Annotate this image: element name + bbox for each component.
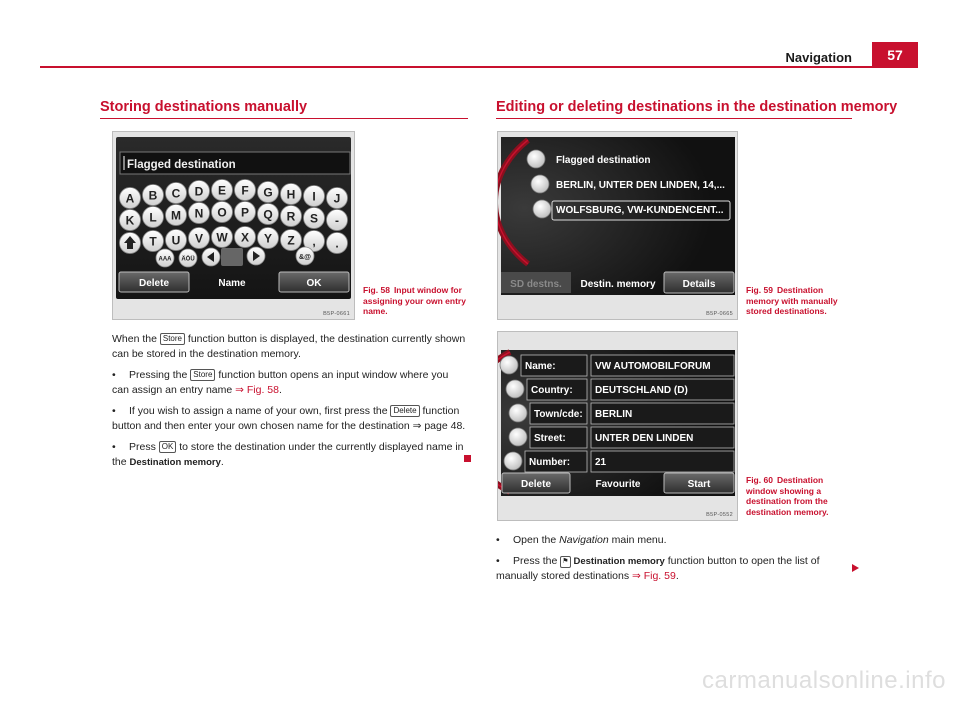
field-value: VW AUTOMOBILFORUM (595, 361, 711, 372)
right-body (496, 533, 858, 590)
list-item[interactable]: Flagged destination (556, 155, 651, 166)
figure-58-caption (363, 285, 468, 317)
bullet-delete-text-b: function button and then enter your own chosen name for the destination (112, 405, 460, 432)
key-label: , (312, 234, 316, 249)
figure-59-caption-text: Destination memory with manually stored destinations. (746, 285, 838, 316)
store-key: Store (160, 333, 185, 345)
key-label: G (263, 185, 273, 200)
field-label: Street: (534, 433, 566, 444)
list-item[interactable]: BERLIN, UNTER DEN LINDEN, 14,... (556, 180, 725, 191)
ok-button-label: OK (306, 278, 322, 289)
key-label: AAA (158, 256, 172, 263)
left-body (112, 332, 468, 476)
destination-memory-term-2: Destination memory (573, 556, 665, 567)
destination-window-screen (498, 332, 737, 520)
bullet-store: • Pressing the Store function button opens an input window where you can assign an entry name ⇒ Fig. 58. (112, 369, 449, 396)
intro-text-a: When the (112, 333, 157, 345)
destination-memory-screen (498, 132, 737, 319)
figure-60 (497, 331, 738, 521)
key-label: U (171, 233, 181, 248)
list-item-radio[interactable] (527, 150, 545, 168)
name-label: Name (218, 278, 246, 289)
favourite-button-label[interactable]: Favourite (595, 479, 641, 490)
figure-60-caption-label: Fig. 60 (746, 475, 773, 485)
bullet-press-memory-end: . (675, 570, 679, 582)
key-label: V (194, 231, 204, 246)
destination-memory-term: Destination memory (129, 457, 221, 468)
row-radio[interactable] (500, 356, 518, 374)
figure-60-caption-text: Destination window showing a destination from the destination memory. (746, 475, 829, 517)
key-label: E (217, 183, 227, 198)
bullet-open-nav-text-a: Open the (513, 534, 557, 546)
figure-59-code: B5P-0665 (706, 311, 733, 317)
key-label: H (286, 187, 296, 202)
input-window-screen (113, 132, 354, 319)
key-label: B (148, 188, 158, 203)
bullet-press-memory-text-b: function button to open the list of manually stored destinations (496, 555, 820, 582)
ok-key: OK (159, 441, 177, 453)
page-48-ref[interactable]: ⇒ page 48. (412, 420, 466, 432)
key-label: - (335, 213, 339, 228)
space-key[interactable] (221, 248, 243, 266)
entry-text: Flagged destination (127, 159, 236, 171)
figure-60-code: B5P-0552 (706, 512, 733, 518)
start-button-label: Start (687, 479, 711, 490)
left-section-title: Storing destinations manually (100, 99, 308, 115)
field-value-box[interactable] (591, 451, 734, 472)
figure-58-code: B5P-0661 (323, 311, 350, 317)
right-section-rule (496, 118, 852, 119)
intro-paragraph (112, 332, 468, 362)
continue-arrow-icon (852, 564, 859, 572)
header-rule (40, 66, 918, 68)
figure-60-caption (746, 475, 852, 517)
key-label: D (194, 184, 204, 199)
store-key-2: Store (190, 369, 215, 381)
list-item-radio[interactable] (531, 175, 549, 193)
field-label: Town/cde: (534, 409, 583, 420)
key-label: C (171, 186, 181, 201)
list-item-radio[interactable] (533, 200, 551, 218)
fig-59-ref[interactable]: ⇒ Fig. 59 (632, 570, 676, 582)
key-label: K (125, 213, 135, 228)
field-value: BERLIN (595, 409, 633, 420)
header-title: Navigation (785, 50, 852, 65)
key-label: X (240, 230, 250, 245)
key-label: W (216, 230, 228, 245)
field-value: DEUTSCHLAND (D) (595, 385, 688, 396)
row-radio[interactable] (504, 452, 522, 470)
figure-58-caption-label: Fig. 58 (363, 285, 390, 295)
sd-destns-tab-label: SD destns. (510, 279, 562, 290)
destin-memory-tab-label[interactable]: Destin. memory (580, 279, 656, 290)
bullet-ok-text-a: Press (129, 441, 156, 453)
bullet-delete-text-a: If you wish to assign a name of your own, first press the (129, 405, 388, 417)
key-label: Z (287, 233, 295, 248)
bullet-delete: • If you wish to assign a name of your own, first press the Delete function button and then enter your own chosen name for the destination ⇒ page 48. (112, 405, 466, 432)
figure-59-caption (746, 285, 852, 317)
list-item[interactable]: WOLFSBURG, VW-KUNDENCENT... (556, 205, 724, 216)
key-label: . (335, 236, 339, 251)
figure-59 (497, 131, 738, 320)
bullet-ok: • Press OK to store the destination under the currently displayed name in the Destination memory. (112, 441, 464, 468)
figure-59-caption-label: Fig. 59 (746, 285, 773, 295)
bullet-press-memory-text-a: Press the (513, 555, 558, 567)
bullet-store-text-b: function button opens an input window where you can assign an entry name (112, 369, 449, 396)
row-radio[interactable] (509, 428, 527, 446)
key-label: ÄÖÜ (181, 256, 195, 263)
field-value: 21 (595, 457, 607, 468)
key-label: I (312, 189, 316, 204)
figure-58-caption-text: Input window for assigning your own entry name. (363, 285, 466, 316)
details-button-label: Details (682, 279, 716, 290)
fig-58-ref[interactable]: ⇒ Fig. 58 (235, 384, 279, 396)
key-label: J (333, 191, 341, 206)
field-label: Number: (529, 457, 571, 468)
bullet-ok-text-b: to store the destination under the currently displayed name in the (112, 441, 464, 468)
key-label: O (217, 205, 227, 220)
key-label: A (125, 191, 135, 206)
field-label: Name: (525, 361, 556, 372)
bullet-open-nav: • Open the Navigation main menu. (496, 534, 667, 546)
key-label: F (241, 183, 249, 198)
right-section-title: Editing or deleting destinations in the destination memory (496, 99, 898, 115)
special-chars-icon: &@ (299, 254, 311, 261)
key-label: L (149, 210, 157, 225)
key-label: Y (263, 231, 273, 246)
delete-key: Delete (390, 405, 419, 417)
intro-text-b: function button is displayed, the destination currently shown can be stored in the destination memory. (112, 333, 466, 360)
field-value: UNTER DEN LINDEN (595, 433, 694, 444)
page-number: 57 (872, 42, 918, 68)
watermark: carmanualsonline.info (702, 667, 946, 694)
bullet-open-nav-text-b: main menu. (611, 534, 667, 546)
bullet-store-text-a: Pressing the (129, 369, 188, 381)
key-label: N (194, 206, 204, 221)
row-radio[interactable] (509, 404, 527, 422)
bullet-press-memory: • Press the ⚑ Destination memory function button to open the list of manually stored destinations ⇒ Fig. 59. (496, 555, 820, 582)
key-label: P (240, 205, 250, 220)
key-label: T (149, 234, 157, 249)
navigation-term: Navigation (559, 534, 609, 546)
row-radio[interactable] (506, 380, 524, 398)
field-label: Country: (531, 385, 573, 396)
flag-icon: ⚑ (560, 556, 570, 568)
key-label: R (286, 209, 296, 224)
section-end-marker (464, 455, 471, 462)
key-label: S (309, 211, 319, 226)
left-section-rule (100, 118, 468, 119)
key-label: Q (263, 207, 273, 222)
figure-58 (112, 131, 355, 320)
delete-button-label: Delete (138, 278, 170, 289)
key-label: M (171, 208, 181, 223)
delete-button-60-label: Delete (520, 479, 552, 490)
